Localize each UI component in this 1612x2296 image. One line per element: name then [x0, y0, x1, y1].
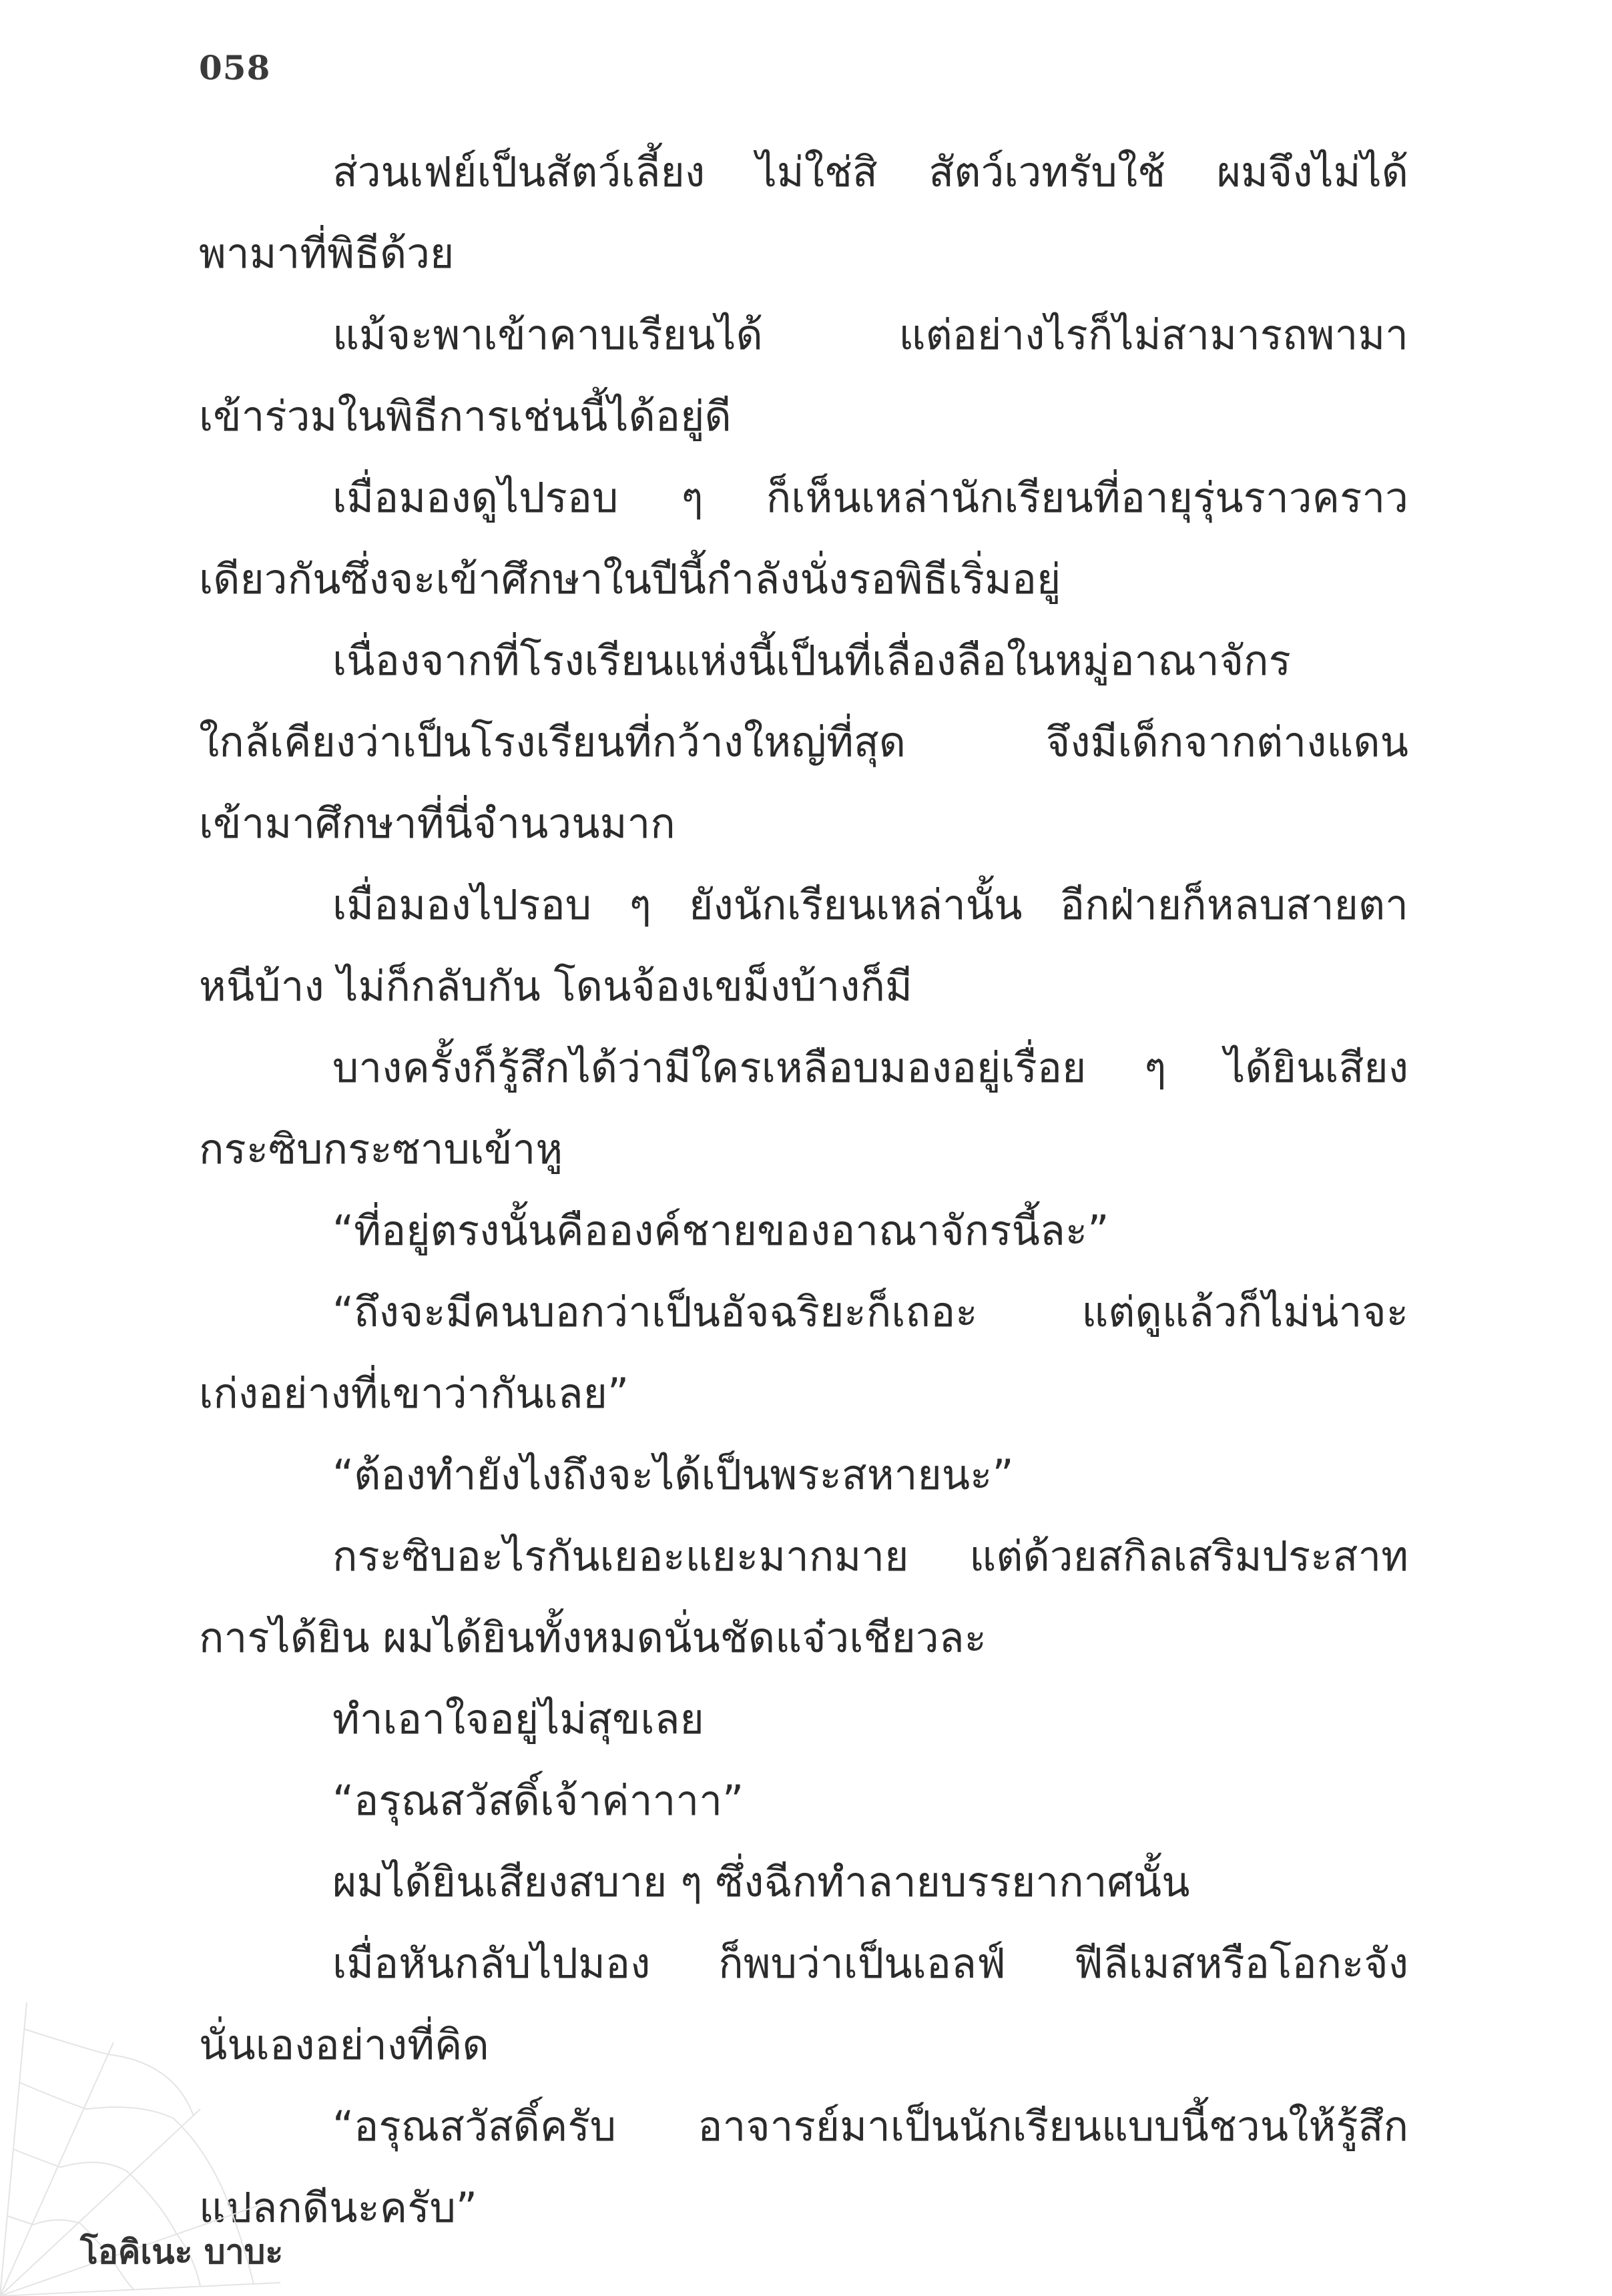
text-line: ผมได้ยินเสียงสบาย ๆ ซึ่งฉีกทำลายบรรยากาศนั้น [332, 1857, 1190, 1906]
page-number: 058 [199, 48, 271, 87]
text-line: บางครั้งก็รู้สึกได้ว่ามีใครเหลือบมองอยู่เรื่อย ๆ ได้ยินเสียง [332, 1043, 1408, 1092]
text-line: หนีบ้าง ไม่ก็กลับกัน โดนจ้องเขม็งบ้างก็มี [199, 962, 912, 1011]
text-line: “ที่อยู่ตรงนั้นคือองค์ชายของอาณาจักรนี้ละ” [332, 1206, 1109, 1255]
text-line: ส่วนเฟย์เป็นสัตว์เลี้ยง ไม่ใช่สิ สัตว์เวทรับใช้ ผมจึงไม่ได้ [332, 148, 1408, 196]
text-line: “ถึงจะมีคนบอกว่าเป็นอัจฉริยะก็เถอะ แต่ดูแล้วก็ไม่น่าจะ [332, 1287, 1408, 1336]
text-line: กระซิบกระซาบเข้าหู [199, 1125, 563, 1173]
text-line: “ต้องทำยังไงถึงจะได้เป็นพระสหายนะ” [332, 1450, 1014, 1499]
footer-author: โอคิเนะ บาบะ [80, 2233, 284, 2271]
text-line: นั่นเองอย่างที่คิด [199, 2020, 489, 2069]
text-line: แม้จะพาเข้าคาบเรียนได้ แต่อย่างไรก็ไม่สามารถพามา [332, 310, 1408, 359]
text-line: แปลกดีนะครับ” [199, 2183, 478, 2232]
text-line: เข้าร่วมในพิธีการเช่นนี้ได้อยู่ดี [199, 392, 732, 441]
text-line: พามาที่พิธีด้วย [199, 229, 455, 278]
text-line: ทำเอาใจอยู่ไม่สุขเลย [332, 1695, 704, 1743]
text-line: เดียวกันซึ่งจะเข้าศึกษาในปีนี้กำลังนั่งรอพิธีเริ่มอยู่ [199, 555, 1061, 603]
text-line: เนื่องจากที่โรงเรียนแห่งนี้เป็นที่เลื่องลือในหมู่อาณาจักร [332, 636, 1291, 685]
text-line: “อรุณสวัสดิ์ครับ อาจารย์มาเป็นนักเรียนแบบนี้ชวนให้รู้สึก [332, 2102, 1408, 2150]
text-line: การได้ยิน ผมได้ยินทั้งหมดนั่นชัดแจ๋วเชียวละ [199, 1613, 987, 1662]
text-line: เข้ามาศึกษาที่นี่จำนวนมาก [199, 799, 676, 848]
text-line: ใกล้เคียงว่าเป็นโรงเรียนที่กว้างใหญ่ที่สุด จึงมีเด็กจากต่างแดน [199, 718, 1408, 766]
text-line: เมื่อมองดูไปรอบ ๆ ก็เห็นเหล่านักเรียนที่อายุรุ่นราวคราว [332, 473, 1408, 522]
text-line: เมื่อมองไปรอบ ๆ ยังนักเรียนเหล่านั้น อีกฝ่ายก็หลบสายตา [332, 880, 1408, 929]
text-line: “อรุณสวัสดิ์เจ้าค่าาาา” [332, 1776, 744, 1825]
text-line: เก่งอย่างที่เขาว่ากันเลย” [199, 1369, 629, 1418]
text-line: เมื่อหันกลับไปมอง ก็พบว่าเป็นเอลฟ์ ฟีลีเมสหรือโอกะจัง [332, 1939, 1408, 1988]
text-line: กระซิบอะไรกันเยอะแยะมากมาย แต่ด้วยสกิลเสริมประสาท [332, 1532, 1408, 1581]
